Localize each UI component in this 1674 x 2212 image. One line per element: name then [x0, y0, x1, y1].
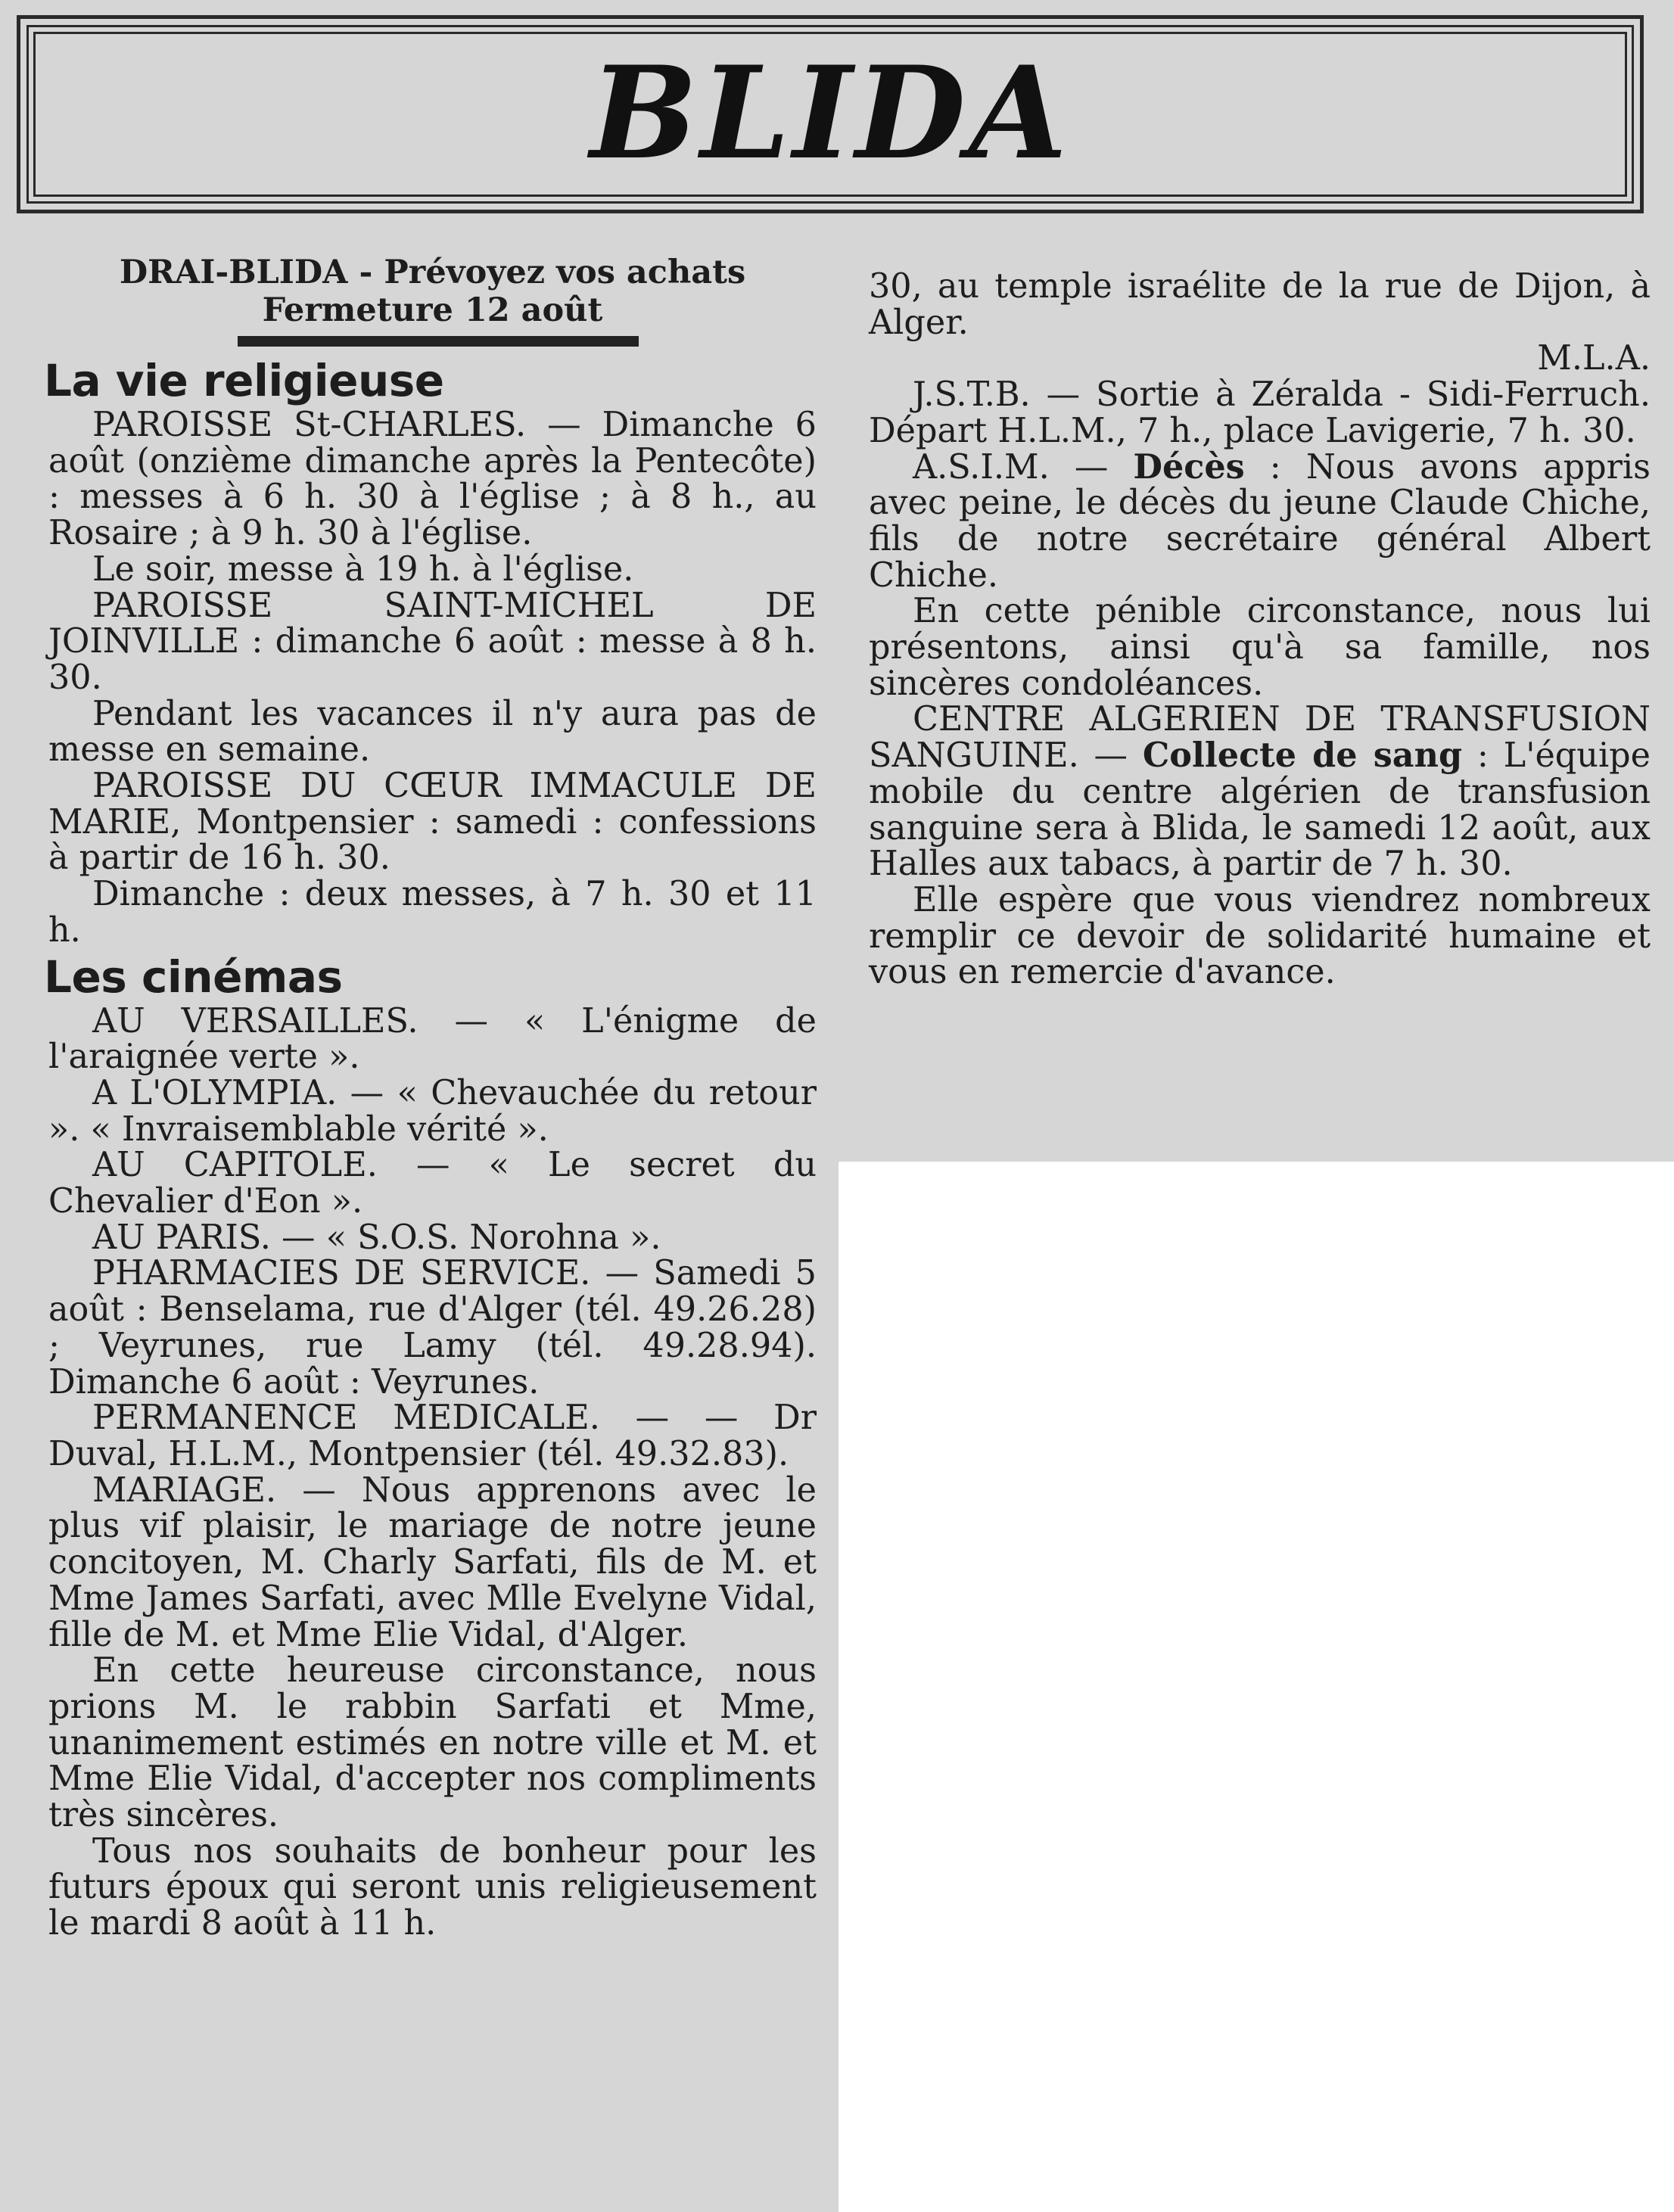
ad-line-2: Fermeture 12 août	[262, 291, 603, 329]
left-column	[44, 254, 817, 1943]
cinema-listing: AU VERSAILLES. — « L'énigme de l'araignée verte ».	[48, 1001, 817, 1077]
title-frame	[17, 15, 1644, 213]
wedding-notice: MARIAGE. — Nous apprenons avec le plus vif plaisir, le mariage de notre jeune concitoyen, M. Charly Sarfati, fils de M. et Mme James Sarfati, avec Mlle Evelyne Vidal, fille de M. et Mme Elie Vidal, d'Alger.	[48, 1470, 817, 1654]
condolences-notice: En cette pénible circonstance, nous lui présentons, ainsi qu'à sa famille, nos sincères condoléances.	[869, 592, 1651, 703]
religion-paragraph: Le soir, messe à 19 h. à l'église.	[92, 549, 634, 589]
ad-line-1: DRAI-BLIDA - Prévoyez vos achats	[119, 254, 746, 291]
religion-paragraph: Dimanche : deux messes, à 7 h. 30 et 11 h.	[48, 875, 817, 950]
wedding-notice: Tous nos souhaits de bonheur pour les futurs époux qui seront unis religieusement le mardi 8 août à 11 h.	[48, 1831, 817, 1943]
advertisement	[48, 254, 817, 329]
cinema-listing: AU CAPITOLE. — « Le secret du Chevalier d'Eon ».	[48, 1146, 817, 1221]
right-column	[869, 269, 1651, 991]
religion-paragraph: Pendant les vacances il n'y aura pas de messe en semaine.	[48, 694, 817, 770]
religion-paragraph: PAROISSE DU CŒUR IMMACULE DE MARIE, Montpensier : samedi : confessions à partir de 16 h. 30.	[48, 767, 817, 878]
ad-underline-rule	[238, 336, 639, 347]
blood-drive-notice: CENTRE ALGERIEN DE TRANSFUSION SANGUINE. — Collecte de sang : L'équipe mobile du centre algérien de transfusion sanguine sera à Blida, le samedi 12 août, aux Halles aux tabacs, à partir de 7 h. 30.	[869, 700, 1651, 884]
wedding-continuation: 30, au temple israélite de la rue de Dijon, à Alger.	[869, 267, 1651, 342]
blood-drive-closing: Elle espère que vous viendrez nombreux remplir ce devoir de solidarité humaine et vous en remercie d'avance.	[869, 880, 1651, 992]
cinemas-heading: Les cinémas	[44, 950, 343, 1003]
religion-heading: La vie religieuse	[44, 355, 444, 406]
jstb-notice: J.S.T.B. — Sortie à Zéralda - Sidi-Ferruch. Départ H.L.M., 7 h., place Lavigerie, 7 h. 30.	[869, 375, 1651, 450]
signature: M.L.A.	[1537, 339, 1651, 378]
asim-notice: A.S.I.M. — Décès : Nous avons appris avec peine, le décès du jeune Claude Chiche, fils de notre secrétaire général Albert Chiche.	[869, 446, 1651, 595]
page-title: BLIDA	[590, 38, 1071, 188]
cinema-listing: A L'OLYMPIA. — « Chevauchée du retour ». « Invraisemblable vérité ».	[48, 1073, 817, 1149]
medical-notice: PERMANENCE MEDICALE. — — Dr Duval, H.L.M., Montpensier (tél. 49.32.83).	[48, 1398, 817, 1473]
cinema-listing: AU PARIS. — « S.O.S. Norohna ».	[92, 1218, 661, 1257]
wedding-notice: En cette heureuse circonstance, nous prions M. le rabbin Sarfati et Mme, unanimement estimés en notre ville et M. et Mme Elie Vidal, d'accepter nos compliments très sincères.	[48, 1651, 817, 1835]
religion-paragraph: PAROISSE St-CHARLES. — Dimanche 6 août (onzième dimanche après la Pentecôte) : messes à 6 h. 30 à l'église ; à 8 h., au Rosaire ; à 9 h. 30 à l'église.	[48, 406, 817, 553]
pharmacies-notice: PHARMACIES DE SERVICE. — Samedi 5 août : Benselama, rue d'Alger (tél. 49.26.28) ; Veyrunes, rue Lamy (tél. 49.28.94). Dimanche 6 août : Veyrunes.	[48, 1254, 817, 1402]
religion-paragraph: PAROISSE SAINT-MICHEL DE JOINVILLE : dimanche 6 août : messe à 8 h. 30.	[48, 586, 817, 697]
